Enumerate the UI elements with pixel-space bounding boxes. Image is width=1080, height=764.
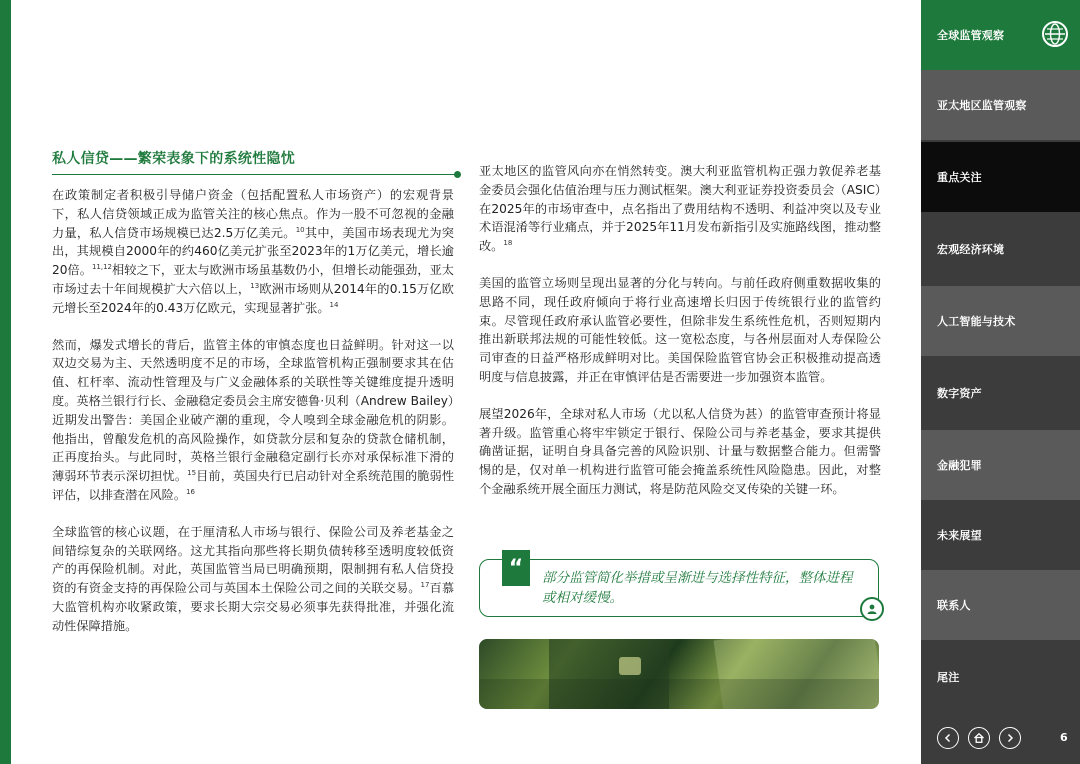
paragraph-4	[479, 162, 881, 256]
section-title: 私人信贷——繁荣表象下的系统性隐忧	[52, 151, 296, 167]
sidebar-item-label: 人工智能与技术	[937, 315, 1016, 328]
sidebar-item-focus[interactable]	[921, 142, 1080, 212]
sidebar-item-contacts[interactable]	[921, 570, 1080, 640]
paragraph-text: 目前，英国央行已启动针对全系统范围的脆弱性评估，以排查潜在风险。	[52, 469, 455, 502]
paragraph-3	[52, 523, 454, 636]
sidebar-item-label: 全球监管观察	[937, 29, 1005, 42]
sidebar-item-label: 宏观经济环境	[937, 243, 1005, 256]
paragraph-text: 然而，爆发式增长的背后，监管主体的审慎态度也日益鲜明。针对这一以双边交易为主、天然透明度不足的市场，全球监管机构正强制要求其在估值、杠杆率、流动性管理及与广义金融体系的关联性等关键维度提升透明度。英格兰银行行长、金融稳定委员会主席安德鲁·贝利（Andrew Bailey）近期发出警告：美国企业破产潮的重现，令人嗅到全球金融危机的阴影。他指出，曾酿发危机的高风险操作，如贷款分层和复杂的贷款仓储机制，正再度抬头。与此同时，英格兰银行金融稳定副行长亦对承保标准下滑的薄弱环节表示深切担忧。	[52, 337, 454, 484]
title-divider	[52, 174, 457, 175]
paragraph-text: 全球监管的核心议题，在于厘清私人市场与银行、保险公司及养老基金之间错综复杂的关联网络。这尤其指向那些将长期负债转移至透明度较低资产的再保险机制。对此，英国监管当局已明确预期，限制拥有私人信贷投资的有资金支持的再保险公司与英国本土保险公司之间的关联交易。	[52, 524, 454, 596]
sidebar-item-label: 未来展望	[937, 529, 982, 542]
paragraph-text: 亚太地区的监管风向亦在悄然转变。澳大利亚监管机构正强力敦促养老基金委员会强化估值治理与压力测试框架。澳大利亚证券投资委员会（ASIC）在2025年的市场审查中，点名指出了费用结构不透明、利益冲突以及专业术语混淆等行业痛点，并于2025年11月发布新指引及实施路线图，推动整改。	[479, 164, 881, 254]
chevron-left-icon[interactable]	[937, 727, 959, 749]
paragraph-1	[52, 186, 454, 318]
sidebar-item-endnotes[interactable]	[921, 642, 1080, 712]
sidebar-item-financial-crime[interactable]	[921, 430, 1080, 500]
paragraph-2	[52, 336, 454, 505]
footnote-ref[interactable]: 15	[187, 469, 197, 478]
left-column	[52, 186, 454, 654]
footnote-ref[interactable]: 18	[503, 239, 513, 248]
pull-quote	[479, 555, 879, 617]
sidebar-item-label: 金融犯罪	[937, 459, 982, 472]
sidebar-footer	[921, 712, 1080, 764]
footnote-ref[interactable]: 13	[250, 281, 260, 290]
paragraph-text: 美国的监管立场则呈现出显著的分化与转向。与前任政府侧重数据收集的思路不同，现任政府倾向于将行业高速增长归因于传统银行业的监管约束。尽管现任政府承认监管必要性，但除非发生系统性危机，否则短期内推出新联邦法规的可能性较低。这一宽松态度，与各州层面对人寿保险公司审查的日益严格形成鲜明对比。美国保险监管官协会正积极推动提高透明度与信息披露，并正在审慎评估是否需要进一步加强资本监管。	[479, 275, 881, 384]
sidebar-item-macro[interactable]	[921, 214, 1080, 284]
sidebar-item-digital-assets[interactable]	[921, 358, 1080, 428]
paragraph-5	[479, 274, 881, 387]
home-icon[interactable]	[968, 727, 990, 749]
right-column	[479, 162, 881, 517]
left-accent-bar	[0, 0, 11, 764]
sidebar-item-label: 亚太地区监管观察	[937, 99, 1027, 112]
page-number: 6	[1060, 731, 1068, 744]
sidebar-item-label: 联系人	[937, 599, 971, 612]
footnote-ref[interactable]: 11,12	[91, 263, 113, 272]
sidebar-item-global[interactable]	[921, 0, 1080, 70]
footnote-ref[interactable]: 14	[329, 300, 339, 309]
sidebar-nav	[921, 0, 1080, 764]
footnote-ref[interactable]: 10	[295, 225, 305, 234]
sidebar-item-apac[interactable]	[921, 70, 1080, 140]
credit-card-photo	[479, 639, 879, 709]
paragraph-text: 展望2026年，全球对私人市场（尤以私人信贷为甚）的监管审查预计将显著升级。监管重心将牢牢锁定于银行、保险公司与养老基金，要求其提供确凿证据，证明自身具备完善的风险识别、计量与数据整合能力。但需警惕的是，仅对单一机构进行监管可能会掩盖系统性风险隐患。因此，对整个金融系统开展全面压力测试，将是防范风险交叉传染的关键一环。	[479, 406, 881, 496]
sidebar-item-label: 尾注	[937, 671, 960, 684]
paragraph-text: 其中，美国市场表现尤为突出，其规模自2000年的约460亿美元扩张至2023年的1万亿美元，增长逾20倍。	[52, 225, 454, 278]
divider-dot	[454, 171, 461, 178]
paragraph-text: 相较之下，亚太与欧洲市场虽基数仍小，但增长动能强劲，亚太市场过去十年间规模扩大六倍以上，	[52, 263, 454, 296]
globe-icon	[1042, 21, 1068, 47]
chevron-right-icon[interactable]	[999, 727, 1021, 749]
sidebar-item-ai[interactable]	[921, 286, 1080, 356]
footnote-ref[interactable]: 16	[186, 487, 195, 496]
quote-mark-icon: “	[502, 550, 530, 586]
quote-text: 部分监管简化举措或呈渐进与选择性特征，整体进程或相对缓慢。	[542, 570, 853, 606]
person-icon	[860, 597, 884, 621]
sidebar-item-label: 重点关注	[937, 171, 982, 184]
sidebar-item-outlook[interactable]	[921, 500, 1080, 570]
paragraph-text: 欧洲市场则从2014年的0.15万亿欧元增长至2024年的0.43万亿欧元，实现显著扩张。	[52, 281, 454, 315]
paragraph-text: 百慕大监管机构亦收紧政策，要求长期大宗交易必须事先获得批准，并强化流动性保障措施。	[52, 581, 455, 633]
paragraph-text: 在政策制定者积极引导储户资金（包括配置私人市场资产）的宏观背景下，私人信贷领域正成为监管关注的核心焦点。作为一股不可忽视的金融力量，私人信贷市场规模已达2.5万亿美元。	[52, 188, 454, 240]
footnote-ref[interactable]: 17	[420, 581, 430, 590]
sidebar-item-label: 数字资产	[937, 387, 982, 400]
paragraph-6	[479, 405, 881, 499]
